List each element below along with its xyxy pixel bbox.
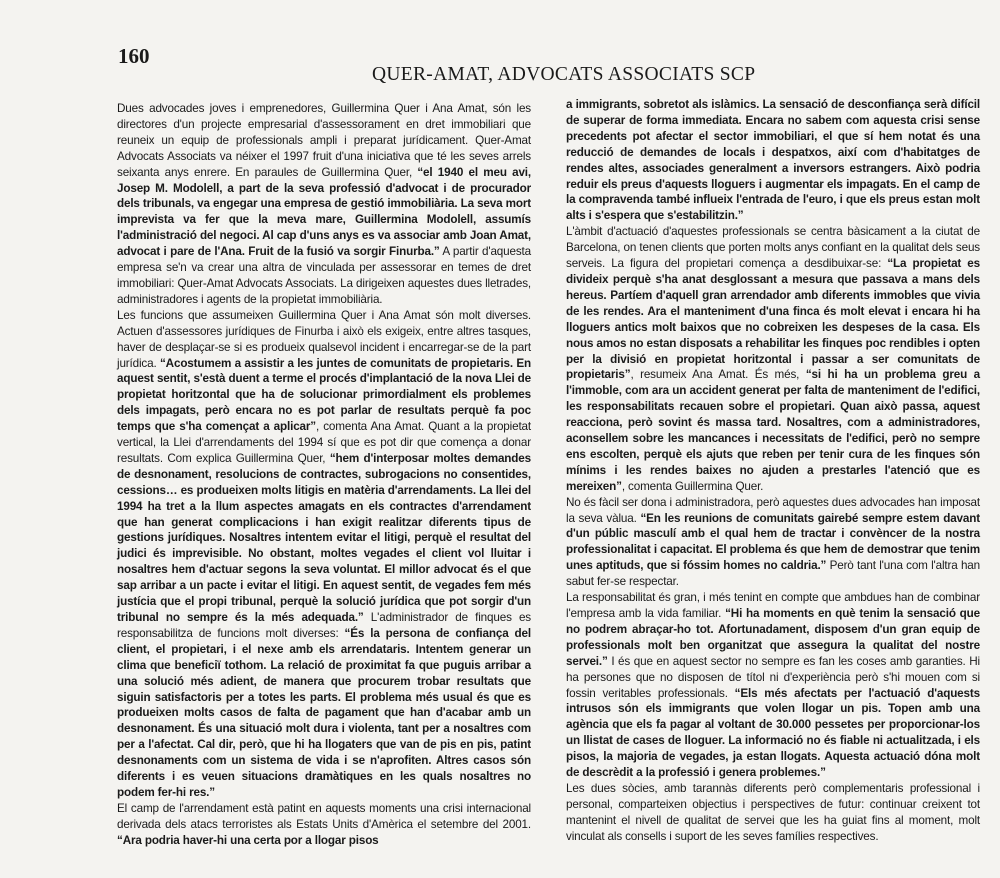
quote-text: “si hi ha un problema greu a l'immoble, com ara un accident generat per falta de manteniment de l'edifici, les responsabilitats recauen sobre el propietari. Quan això passa, aquest reacciona, però sovint és massa tard. Nosaltres, com a administradores, aconsellem sobre les mancances i necessitats de l'edifici, però no sempre ens escolten, perquè els ajuts que reben per tenir cura de les finques són mínims i les rendes baixes no ajuden a prestarles l'atenció que es mereixen”	[566, 368, 980, 493]
paragraph	[566, 224, 980, 494]
body-text: Però tant l'una com l'altra han sabut fer-se respectar.	[566, 559, 980, 589]
right-column	[566, 97, 980, 845]
paragraph	[566, 495, 980, 590]
body-text: , comenta Ana Amat. Quant a la propietat vertical, la Llei d'arrendaments del 1994 sí que es pot dir que comença a donar resultats. Com explica Guillermina Quer,	[117, 420, 531, 465]
quote-text: “el 1940 el meu avi, Josep M. Modolell, a part de la seva professió d'advocat i de procurador dels tribunals, va engegar una empresa de gestió immobiliària. La seva mort imprevista va fer que la meva mare, Guillermina Modolell, assumís l'administració del negoci. Al cap d'uns anys es va associar amb Joan Amat, advocat i pare de l'Ana. Fruit de la fusió va sorgir Finurba.”	[117, 165, 531, 259]
body-text: A partir d'aquesta empresa se'n va crear una altra de vinculada per assessorar en temes de dret immobiliari: Quer-Amat Advocats Associats. La dirigeixen aquestes dues lletrades, administradores i agents de la propietat immobiliària.	[117, 245, 531, 306]
paragraph	[117, 308, 531, 801]
paragraph	[566, 781, 980, 845]
quote-text: “Acostumem a assistir a les juntes de comunitats de propietaris. En aquest sentit, s'està duent a terme el procés d'implantació de la nova Llei de propietat horitzontal que ha de solucionar primordialment els problemes dels impagats, però encara no es pot parlar de resultats perquè fa poc temps que s'ha començat a aplicar”	[117, 356, 532, 434]
quote-text: “Hi ha moments en què tenim la sensació que no podrem abraçar-ho tot. Afortunadament, disposem d'un gran equip de professionals molt ben organitzat que assegura la qualitat del nostre servei.”	[566, 607, 980, 668]
body-text: Les dues sòcies, amb tarannàs diferents però complementaris professional i personal, comparteixen objectius i perspectives de futur: continuar creixent tot mantenint el nivell de qualitat de servei que les ha guiat fins al moment, molt vinculat als consells i suport de les seves famílies respectives.	[566, 781, 980, 843]
quote-text: “Els més afectats per l'actuació d'aquests intrusos són els immigrants que volen llogar un pis. Topen amb una agència que els fa pagar al voltant de 30.000 pessetes per proporcionar-los un llistat de cases de lloguer. La informació no és fiable ni actualitzada, i els pisos, la majoria de vegades, ja estan llogats. Aquesta actuació dóna molt de descrèdit a la professió i genera problemes.”	[566, 686, 980, 780]
running-header: QUER-AMAT, ADVOCATS ASSOCIATS SCP	[372, 64, 756, 85]
body-text: , comenta Guillermina Quer.	[621, 479, 764, 493]
body-text: Les funcions que assumeixen Guillermina Quer i Ana Amat són molt diverses. Actuen d'assessores jurídiques de Finurba i això els exigeix, entre altres tasques, haver de desplaçar-se si es produeix qualsevol incident i encarregar-se de la part jurídica.	[117, 308, 531, 370]
quote-text: “hem d'interposar moltes demandes de desnonament, resolucions de contractes, subrogacions no consentides, cessions… es produeixen molts litigis en matèria d'arrendaments. La llei del 1994 ha tret a la llum aspectes amagats en els contractes d'arrendament que han generat complicacions i han exigit realitzar diferents tipus de gestions jurídiques. Nosaltres intentem evitar el litigi, perquè el resultat del judici és imprevisible. No obstant, moltes vegades el client vol lluitar i nosaltres hem d'actuar segons la seva voluntat. El millor advocat és el que sap arribar a un pacte i evitar el litigi. En aquest sentit, de vegades fem més justícia que el propi tribunal, perquè la solució jurídica que pot sorgir d'un tribunal no sempre és la més adequada.”	[117, 451, 531, 624]
paragraph	[566, 590, 980, 781]
paragraph	[117, 801, 531, 849]
body-text: L'àmbit d'actuació d'aquestes professionals se centra bàsicament a la ciutat de Barcelona, on tenen clients que porten molts anys confiant en la qualitat dels seus serveis. La figura del propietari comença a desdibuixar-se:	[566, 225, 980, 271]
body-text: El camp de l'arrendament està patint en aquests moments una crisi internacional derivada dels atacs terroristes als Estats Units d'Amèrica el setembre del 2001.	[117, 801, 531, 831]
body-text: L'administrador de finques es responsabilitza de funcions molt diverses:	[117, 611, 531, 640]
page-number: 160	[118, 44, 150, 68]
left-column	[117, 101, 531, 849]
quote-text: a immigrants, sobretot als islàmics. La sensació de desconfiança serà difícil de superar de forma immediata. Encara no sabem com aquesta crisi sense precedents pot afectar el sector immobiliari, el que sí hem notat és una reducció de demandes de locals i despatxos, així com d'habitatges de rendes altes, associades generalment a inversors estrangers. Això podria reduir els preus d'aquests lloguers i augmentar els impagats. En el camp de la compravenda també influeix l'entrada de l'euro, i que els preus estan molt alts i s'espera que s'estabilitzin.”	[566, 98, 980, 223]
body-text: No és fàcil ser dona i administradora, però aquestes dues advocades han imposat la seva vàlua.	[566, 495, 980, 525]
paragraph	[117, 101, 531, 308]
body-text: I és que en aquest sector no sempre es fan les coses amb garanties. Hi ha persones que no disposen de títol ni d'experiència però s'hi mouen com si fossin veritables professionals.	[566, 654, 980, 700]
body-text: , resumeix Ana Amat. És més,	[630, 368, 806, 382]
body-text: Dues advocades joves i emprenedores, Guillermina Quer i Ana Amat, són les directores d'un projecte empresarial d'assessorament en dret immobiliari que reuneix un equip de professionals ampli i preparat jurídicament. Quer-Amat Advocats Associats va néixer el 1997 fruit d'una iniciativa que té les seves arrels seixanta anys enrere. En paraules de Guillermina Quer,	[117, 102, 531, 179]
body-text: La responsabilitat és gran, i més tenint en compte que ambdues han de combinar l'empresa amb la vida familiar.	[566, 591, 980, 620]
quote-text: “És la persona de confiança del client, el propietari, i el nexe amb els arrendataris. Intentem generar un clima que beneficiï tothom. La relació de proximitat fa que puguis arribar a una solució més adient, de manera que procurem trobar resultats que siguin satisfactoris per a totes les parts. El problema més usual és que es produeixen molts casos de falta de pagament que han d'acabar amb un desnonament. És una situació molt dura i violenta, tant per a nosaltres com per a l'afectat. Cal dir, però, que hi ha llogaters que van de pis en pis, patint desnonaments com un sistema de vida i se n'aprofiten. Altres casos són diferents i es veuen situacions dramàtiques en les quals nosaltres no podem fer-hi res.”	[117, 626, 531, 799]
quote-text: “Ara podria haver-hi una certa por a llogar pisos	[117, 833, 379, 847]
paragraph	[566, 97, 980, 224]
quote-text: “La propietat es divideix perquè s'ha anat desglossant a mesura que passava a mans dels hereus. Partíem d'aquell gran arrendador amb diferents immobles que vivia de les rendes. Ara el manteniment d'una finca és molt elevat i encara hi ha lloguers antics molt baixos que no cobreixen les despeses de la casa. Els nous amos no estan disposats a rehabilitar les finques poc rendibles i opten per la divisió en propietat horitzontal i passar a ser comunitats de propietaris”	[566, 257, 981, 382]
quote-text: “En les reunions de comunitats gairebé sempre estem davant d'un públic masculí amb el qual hem de tractar i convèncer de la nostra professionalitat i capacitat. El problema és que hem de demostrar que tenim unes aptituds, que si fóssim homes no caldria.”	[566, 511, 980, 573]
